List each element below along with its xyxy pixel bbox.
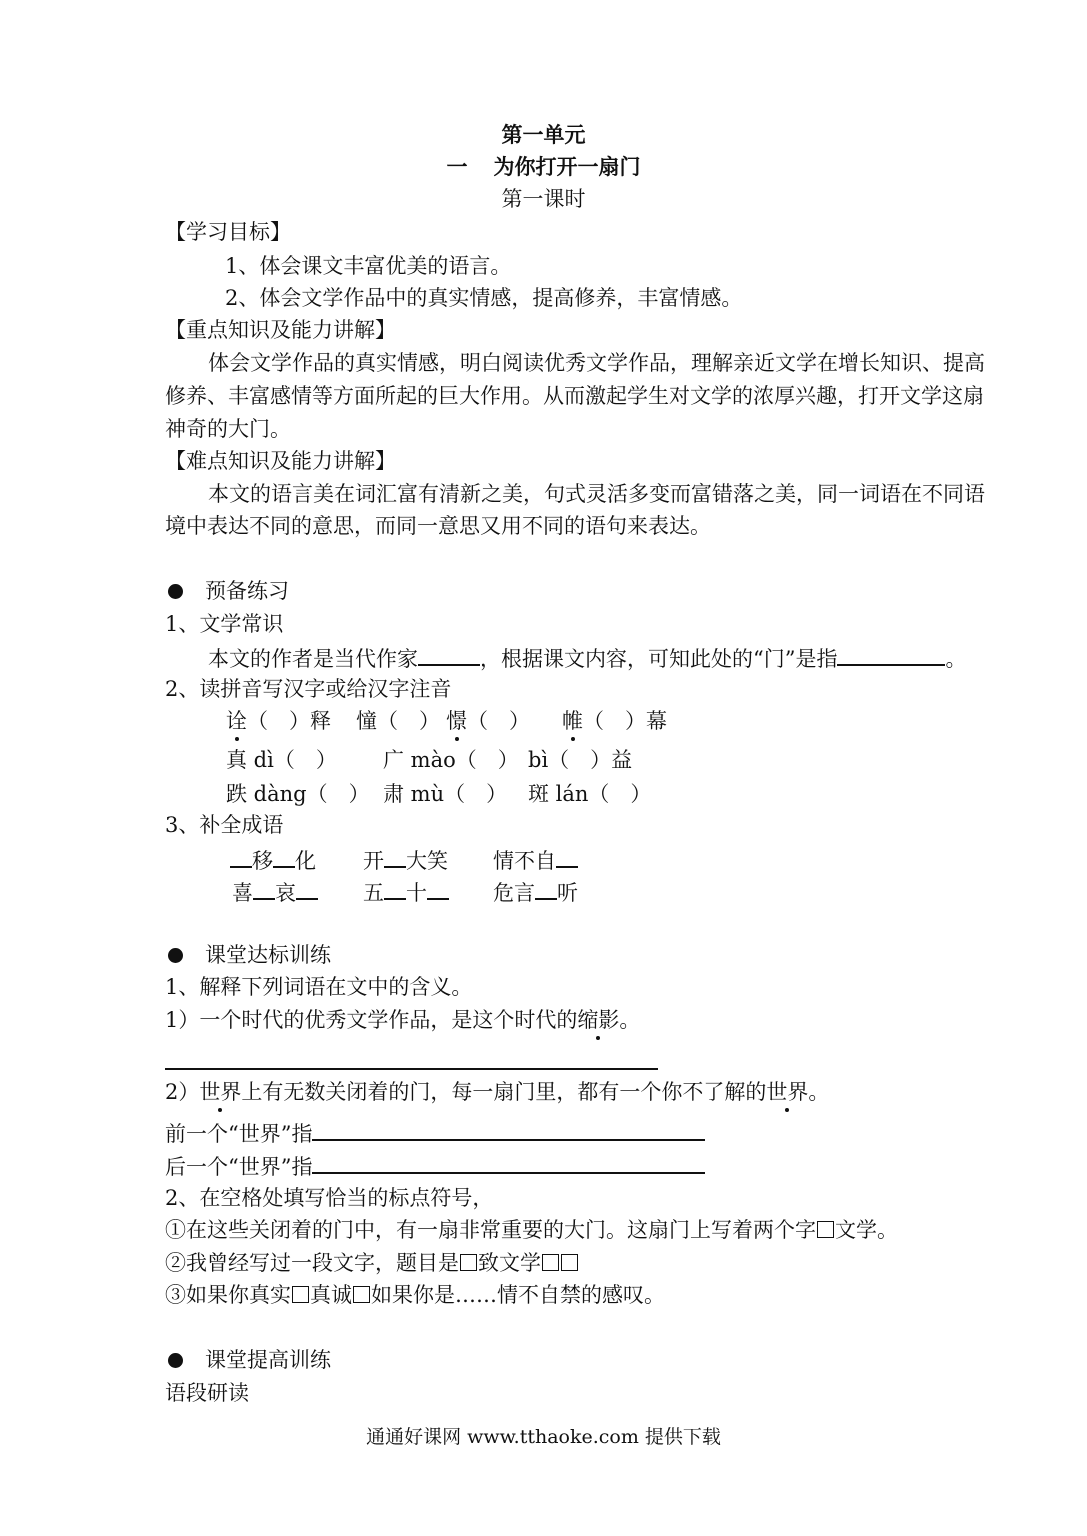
punct-box[interactable] bbox=[542, 1254, 559, 1271]
idiom-blank[interactable] bbox=[253, 878, 275, 900]
prev-world-row bbox=[165, 1119, 705, 1147]
door-meaning-blank[interactable] bbox=[837, 644, 945, 666]
idiom-char: 哀 bbox=[275, 881, 296, 905]
pinyin-item[interactable]: bì（ ）益 bbox=[528, 748, 633, 772]
idiom-char: 开 bbox=[363, 849, 384, 873]
goals-heading: 【学习目标】 bbox=[165, 220, 291, 244]
class-section-heading bbox=[168, 942, 331, 968]
goal-item: 2、体会文学作品中的真实情感，提高修养，丰富情感。 bbox=[225, 286, 743, 310]
goal-item: 1、体会课文丰富优美的语言。 bbox=[225, 254, 512, 278]
idiom-blank[interactable] bbox=[273, 846, 295, 868]
idiom-blank[interactable] bbox=[427, 878, 449, 900]
idiom-char: 喜 bbox=[232, 881, 253, 905]
q1-text-part: 。 bbox=[945, 647, 967, 671]
punct-box[interactable] bbox=[353, 1286, 370, 1303]
prev-world-label: 前一个“世界”指 bbox=[165, 1122, 313, 1146]
author-blank[interactable] bbox=[418, 644, 480, 666]
q1-text-part: 本文的作者是当代作家 bbox=[208, 647, 418, 671]
answer-slot[interactable]: （ ） bbox=[377, 709, 440, 733]
prep-section-heading bbox=[168, 578, 289, 604]
bullet-icon bbox=[168, 584, 183, 599]
lesson-name: 为你打开一扇门 bbox=[493, 154, 641, 179]
idiom-char: 五 bbox=[363, 881, 384, 905]
bullet-icon bbox=[168, 948, 183, 963]
class-sentence-1 bbox=[165, 1007, 640, 1033]
improve-sub: 语段研读 bbox=[165, 1381, 249, 1405]
sentence-text: 1）一个时代的优秀文学作品，是这个时代的 bbox=[165, 1008, 578, 1032]
punct-box[interactable] bbox=[561, 1254, 578, 1271]
punct-box[interactable] bbox=[817, 1221, 834, 1238]
answer-line[interactable] bbox=[165, 1068, 658, 1070]
lesson-number: 一 bbox=[446, 154, 468, 179]
punct-text: ②我曾经写过一段文字，题目是 bbox=[165, 1251, 459, 1275]
idiom-blank[interactable] bbox=[384, 846, 406, 868]
dotted-word: 缩影 bbox=[577, 1008, 620, 1032]
idiom-blank[interactable] bbox=[230, 846, 252, 868]
idiom-row-2 bbox=[232, 878, 578, 906]
next-world-label: 后一个“世界”指 bbox=[165, 1155, 313, 1179]
prep-q1-title: 1、文学常识 bbox=[165, 612, 284, 636]
idiom-char: 危言 bbox=[493, 881, 535, 905]
pinyin-item[interactable]: 肃 mù（ ） bbox=[383, 782, 508, 806]
pinyin-row-3 bbox=[226, 781, 651, 807]
improve-section-heading bbox=[168, 1347, 331, 1373]
punct-text: 如果你是……情不自禁的感叹。 bbox=[371, 1283, 665, 1307]
prep-q3-title: 3、补全成语 bbox=[165, 813, 284, 837]
difficult-paragraph-line: 境中表达不同的意思，而同一意思又用不同的语句来表达。 bbox=[165, 514, 711, 538]
footer-credit: 通通好课网 www.tthaoke.com 提供下载 bbox=[366, 1426, 721, 1448]
lesson-title bbox=[0, 154, 1087, 180]
sentence-text: 。 bbox=[619, 1008, 641, 1032]
idiom-char: 十 bbox=[406, 881, 427, 905]
pinyin-row-1 bbox=[226, 708, 667, 734]
punct-item-3 bbox=[165, 1282, 665, 1308]
class-heading-text: 课堂达标训练 bbox=[205, 943, 331, 967]
q1-text-part: ，根据课文内容，可知此处的“门”是指 bbox=[480, 647, 838, 671]
punct-box[interactable] bbox=[292, 1286, 309, 1303]
punct-text: ①在这些关闭着的门中，有一扇非常重要的大门。这扇门上写着两个字 bbox=[165, 1218, 816, 1242]
dotted-char: 诠 bbox=[226, 709, 247, 733]
idiom-char: 移 bbox=[252, 849, 273, 873]
pinyin-item[interactable]: 真 dì（ ） bbox=[226, 748, 337, 772]
prev-world-blank[interactable] bbox=[312, 1119, 705, 1141]
idiom-row-1 bbox=[230, 846, 578, 874]
idiom-char: 情不自 bbox=[493, 849, 556, 873]
idiom-char: 大笑 bbox=[406, 849, 448, 873]
idiom-char: 化 bbox=[295, 849, 316, 873]
pinyin-item[interactable]: 广 mào（ ） bbox=[383, 748, 519, 772]
class-sentence-2 bbox=[165, 1079, 829, 1105]
prep-q2-title: 2、读拼音写汉字或给汉字注音 bbox=[165, 677, 452, 701]
sentence-text: 2） bbox=[165, 1080, 200, 1104]
class-q2-title: 2、在空格处填写恰当的标点符号， bbox=[165, 1186, 494, 1210]
key-paragraph-line: 神奇的大门。 bbox=[165, 417, 291, 441]
dotted-char: 帷 bbox=[562, 709, 583, 733]
prep-heading-text: 预备练习 bbox=[205, 579, 289, 603]
answer-slot[interactable]: （ ）释 bbox=[247, 709, 331, 733]
punct-item-1 bbox=[165, 1217, 898, 1243]
punct-text: 真诚 bbox=[310, 1283, 352, 1307]
punct-text: ③如果你真实 bbox=[165, 1283, 291, 1307]
improve-heading-text: 课堂提高训练 bbox=[205, 1348, 331, 1372]
dotted-char: 憬 bbox=[446, 709, 467, 733]
dotted-word: 世界 bbox=[199, 1080, 242, 1104]
unit-title: 第一单元 bbox=[501, 122, 586, 147]
prep-q1-text bbox=[208, 644, 966, 672]
punct-text: 致文学 bbox=[478, 1251, 541, 1275]
sentence-text: 上有无数关闭着的门，每一扇门里，都有一个你不了解的 bbox=[241, 1080, 767, 1104]
bullet-icon bbox=[168, 1353, 183, 1368]
key-heading: 【重点知识及能力讲解】 bbox=[165, 318, 396, 342]
difficult-paragraph-line: 本文的语言美在词汇富有清新之美，句式灵活多变而富错落之美，同一词语在不同语 bbox=[208, 482, 985, 506]
answer-slot[interactable]: （ ）幕 bbox=[583, 709, 667, 733]
punct-box[interactable] bbox=[460, 1254, 477, 1271]
idiom-blank[interactable] bbox=[296, 878, 318, 900]
idiom-blank[interactable] bbox=[535, 878, 557, 900]
key-paragraph-line: 修养、丰富感情等方面所起的巨大作用。从而激起学生对文学的浓厚兴趣，打开文学这扇 bbox=[165, 384, 984, 408]
pinyin-row-2 bbox=[226, 747, 632, 773]
punct-item-2 bbox=[165, 1250, 579, 1276]
period-title: 第一课时 bbox=[501, 187, 586, 211]
punct-text: 文学。 bbox=[835, 1218, 898, 1242]
answer-slot[interactable]: （ ） bbox=[467, 709, 530, 733]
pinyin-item[interactable]: 跌 dàng（ ） bbox=[226, 782, 370, 806]
class-q1-title: 1、解释下列词语在文中的含义。 bbox=[165, 975, 473, 999]
key-paragraph-line: 体会文学作品的真实情感，明白阅读优秀文学作品，理解亲近文学在增长知识、提高 bbox=[208, 351, 985, 375]
sentence-text: 。 bbox=[808, 1080, 830, 1104]
pinyin-item[interactable]: 斑 lán（ ） bbox=[528, 782, 652, 806]
idiom-blank[interactable] bbox=[556, 846, 578, 868]
next-world-blank[interactable] bbox=[312, 1152, 705, 1174]
difficult-heading: 【难点知识及能力讲解】 bbox=[165, 449, 396, 473]
next-world-row bbox=[165, 1152, 705, 1180]
char: 憧 bbox=[356, 709, 377, 733]
dotted-word: 世界 bbox=[766, 1080, 809, 1104]
idiom-char: 听 bbox=[557, 881, 578, 905]
idiom-blank[interactable] bbox=[384, 878, 406, 900]
